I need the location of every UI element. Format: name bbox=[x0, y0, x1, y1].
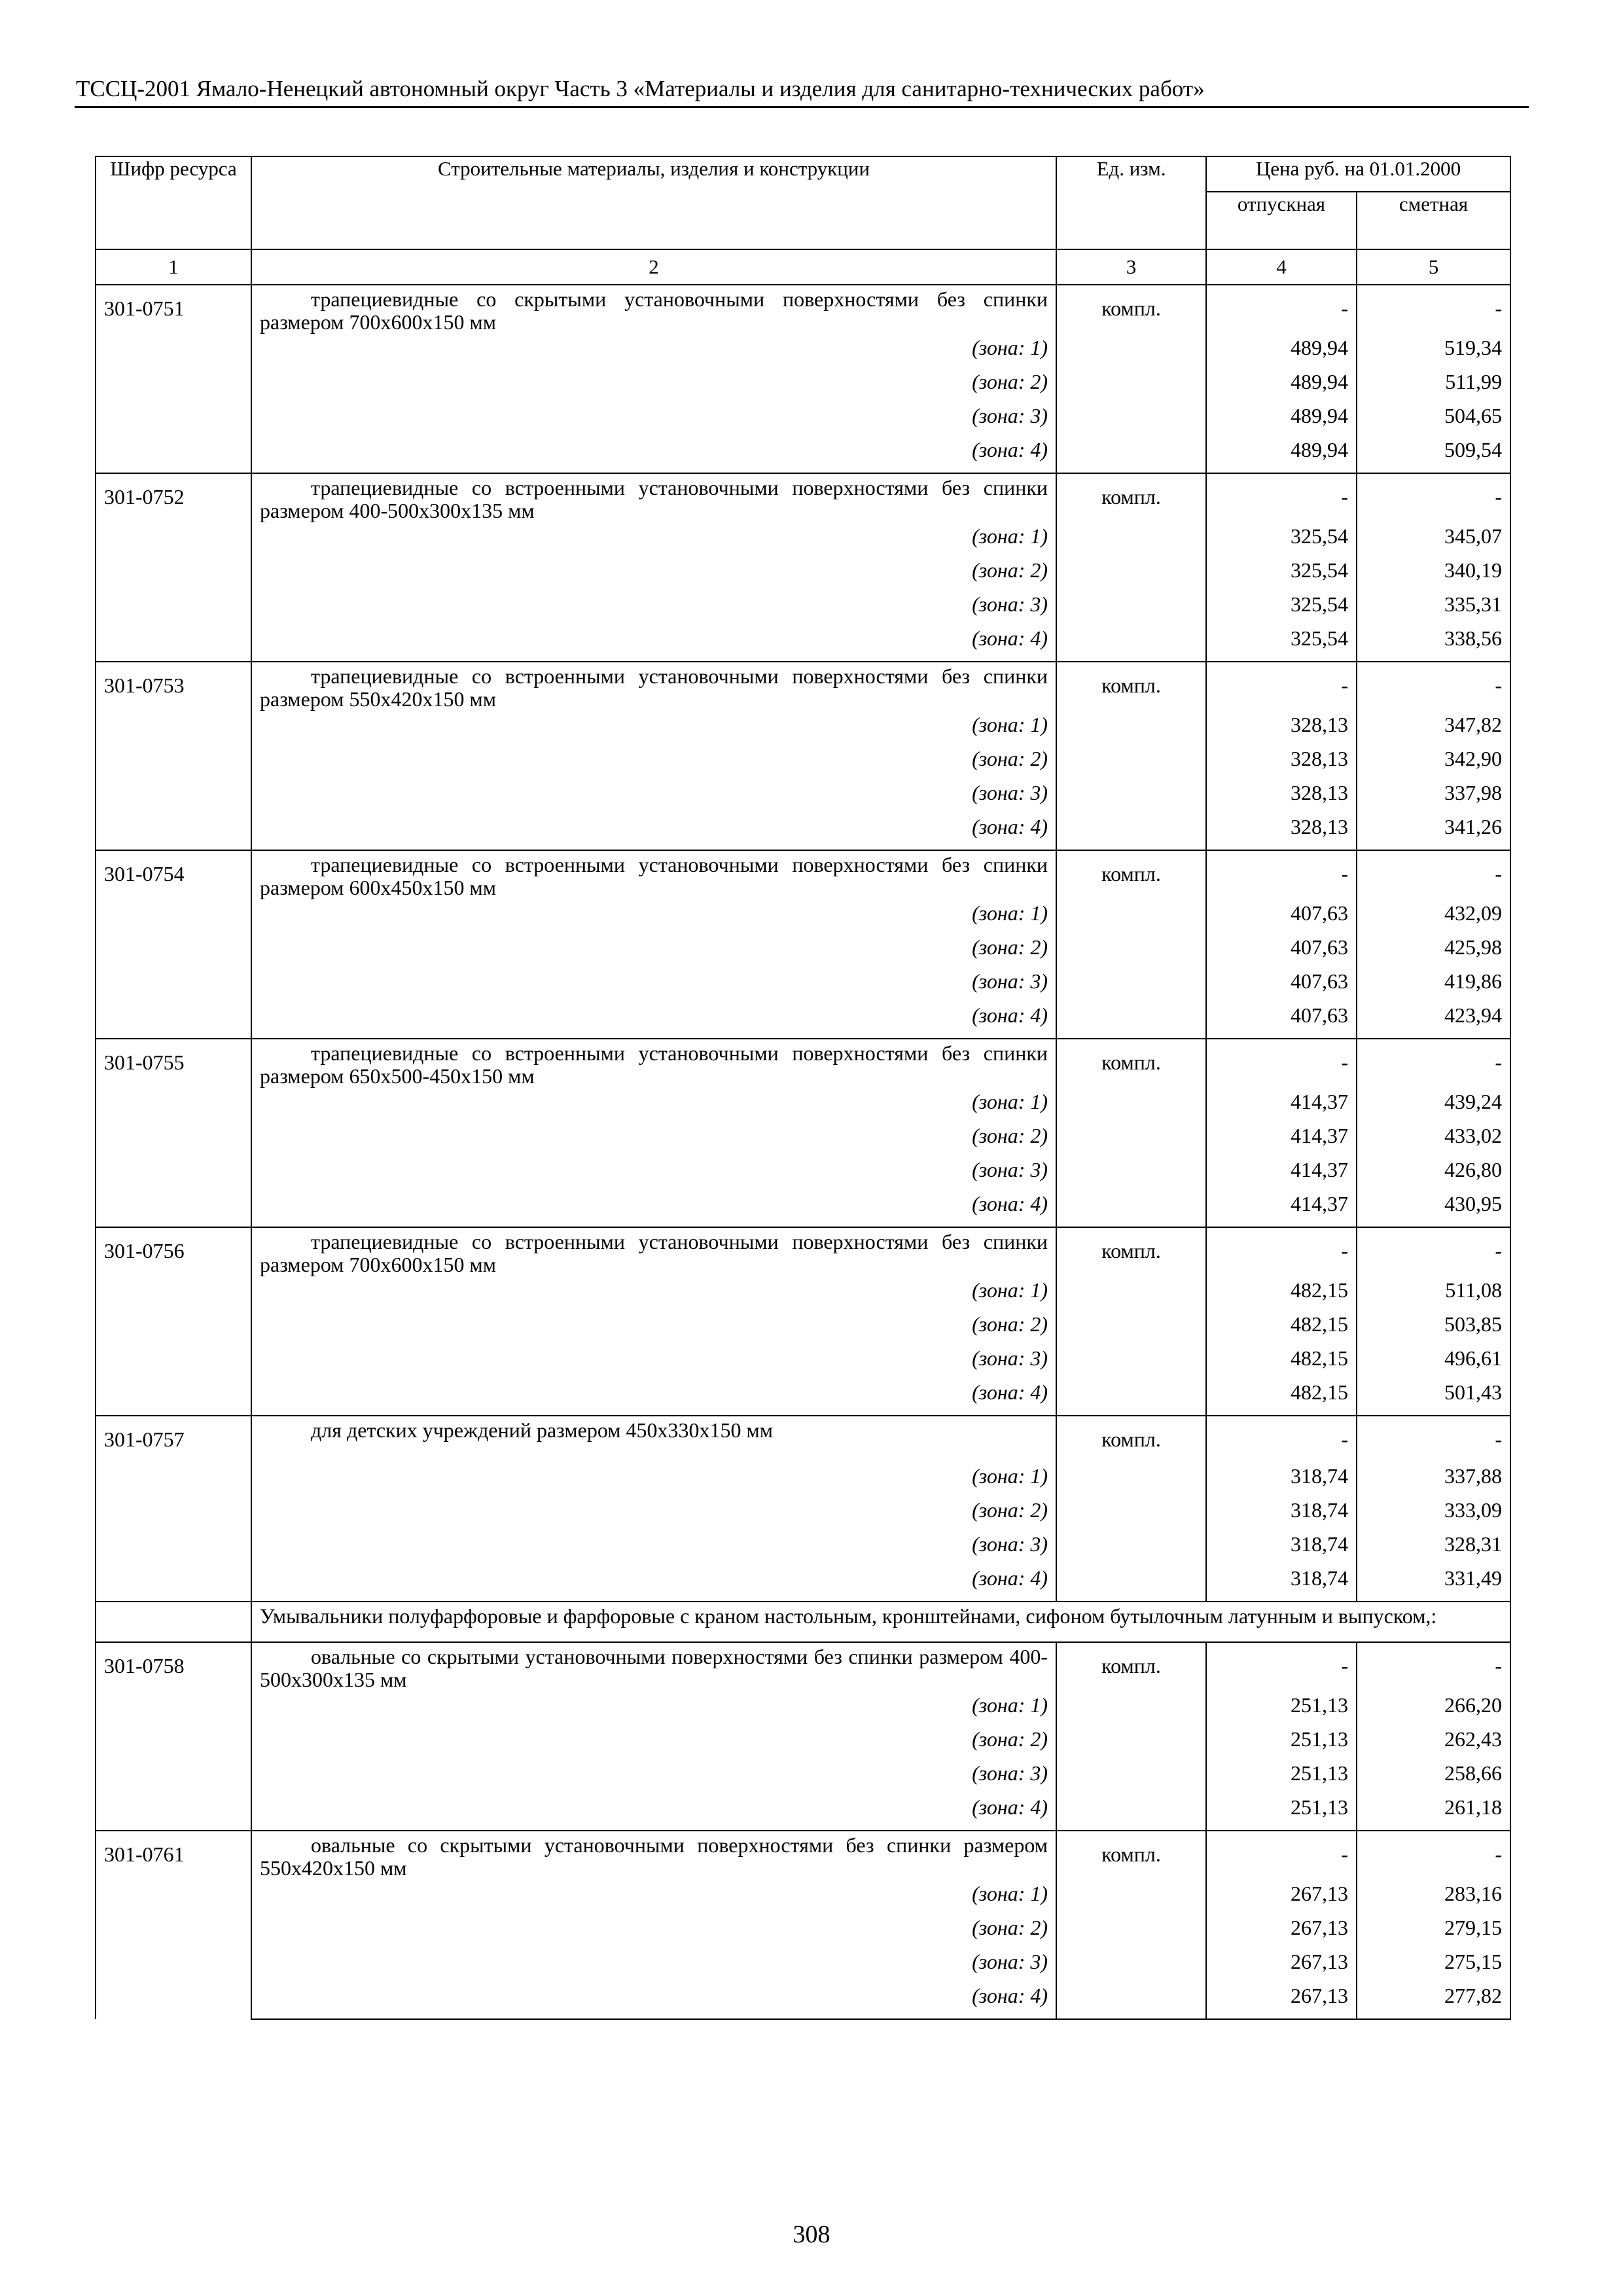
table-head bbox=[96, 156, 1510, 285]
table-row bbox=[96, 1090, 1510, 1124]
unit-cell: компл. bbox=[1056, 285, 1206, 336]
item-description: трапециевидные со встроенными установочными поверхностями без спинки размером 650x500-450x150 мм bbox=[251, 1039, 1056, 1090]
estimate-price: - bbox=[1357, 1227, 1510, 1279]
release-price: 328,13 bbox=[1206, 747, 1357, 781]
estimate-price: 337,88 bbox=[1357, 1465, 1510, 1499]
table-row bbox=[96, 1158, 1510, 1193]
zone-label: (зона: 1) bbox=[251, 1279, 1056, 1313]
table-row bbox=[96, 1694, 1510, 1728]
unit-cell bbox=[1056, 1279, 1206, 1313]
col-code-header: Шифр ресурса bbox=[96, 156, 251, 249]
table-row bbox=[96, 1762, 1510, 1796]
table-row bbox=[96, 404, 1510, 439]
unit-cell bbox=[1056, 902, 1206, 936]
unit-cell bbox=[1056, 781, 1206, 816]
table-row bbox=[96, 1124, 1510, 1158]
unit-cell bbox=[1056, 559, 1206, 593]
estimate-price: 425,98 bbox=[1357, 936, 1510, 970]
table-row bbox=[96, 1728, 1510, 1762]
section-row bbox=[96, 1602, 1510, 1642]
release-price: 407,63 bbox=[1206, 936, 1357, 970]
zone-label: (зона: 2) bbox=[251, 1313, 1056, 1347]
table-row bbox=[96, 713, 1510, 747]
estimate-price: 283,16 bbox=[1357, 1882, 1510, 1916]
estimate-price: 275,15 bbox=[1357, 1950, 1510, 1984]
release-price: 325,54 bbox=[1206, 593, 1357, 627]
table-row bbox=[96, 1916, 1510, 1950]
table-row bbox=[96, 593, 1510, 627]
item-description: трапециевидные со скрытыми установочными поверхностями без спинки размером 700x600x150 мм bbox=[251, 285, 1056, 336]
table-row bbox=[96, 525, 1510, 559]
estimate-price: - bbox=[1357, 1039, 1510, 1090]
table-row bbox=[96, 1950, 1510, 1984]
table-row bbox=[96, 1193, 1510, 1227]
zone-label: (зона: 1) bbox=[251, 336, 1056, 370]
zone-label: (зона: 4) bbox=[251, 1004, 1056, 1039]
zone-label: (зона: 3) bbox=[251, 781, 1056, 816]
table-row bbox=[96, 370, 1510, 404]
unit-cell bbox=[1056, 525, 1206, 559]
unit-cell bbox=[1056, 1533, 1206, 1567]
release-price: 325,54 bbox=[1206, 627, 1357, 662]
estimate-price: 335,31 bbox=[1357, 593, 1510, 627]
release-price: 325,54 bbox=[1206, 525, 1357, 559]
unit-cell: компл. bbox=[1056, 662, 1206, 713]
unit-cell bbox=[1056, 1465, 1206, 1499]
section-heading: Умывальники полуфарфоровые и фарфоровые с краном настольным, кронштейнами, сифоном бутылочным латунным и выпуском,: bbox=[251, 1602, 1510, 1642]
release-price: 407,63 bbox=[1206, 970, 1357, 1004]
release-price: 414,37 bbox=[1206, 1158, 1357, 1193]
unit-cell: компл. bbox=[1056, 1642, 1206, 1694]
table-row bbox=[96, 902, 1510, 936]
unit-cell bbox=[1056, 336, 1206, 370]
document-header: ТССЦ-2001 Ямало-Ненецкий автономный округ Часть 3 «Материалы и изделия для санитарно-технических работ» bbox=[76, 76, 1205, 101]
zone-label: (зона: 3) bbox=[251, 1533, 1056, 1567]
estimate-price: - bbox=[1357, 1416, 1510, 1465]
estimate-price: 277,82 bbox=[1357, 1984, 1510, 2019]
table-row bbox=[96, 936, 1510, 970]
estimate-price: 261,18 bbox=[1357, 1796, 1510, 1831]
release-price: - bbox=[1206, 473, 1357, 525]
zone-label: (зона: 4) bbox=[251, 816, 1056, 850]
release-price: 407,63 bbox=[1206, 1004, 1357, 1039]
zone-label: (зона: 3) bbox=[251, 970, 1056, 1004]
unit-cell bbox=[1056, 936, 1206, 970]
zone-label: (зона: 3) bbox=[251, 1347, 1056, 1381]
estimate-price: - bbox=[1357, 850, 1510, 902]
item-description: трапециевидные со встроенными установочными поверхностями без спинки размером 400-500x300x135 мм bbox=[251, 473, 1056, 525]
release-price: 482,15 bbox=[1206, 1313, 1357, 1347]
resource-code: 301-0761 bbox=[96, 1831, 251, 2019]
zone-label: (зона: 1) bbox=[251, 1090, 1056, 1124]
col-release-header: отпускная bbox=[1206, 192, 1357, 249]
zone-label: (зона: 2) bbox=[251, 936, 1056, 970]
table-row bbox=[96, 1533, 1510, 1567]
release-price: 414,37 bbox=[1206, 1124, 1357, 1158]
estimate-price: 262,43 bbox=[1357, 1728, 1510, 1762]
zone-label: (зона: 4) bbox=[251, 1193, 1056, 1227]
table-row bbox=[96, 1227, 1510, 1279]
release-price: 489,94 bbox=[1206, 439, 1357, 473]
unit-cell bbox=[1056, 1950, 1206, 1984]
estimate-price: 430,95 bbox=[1357, 1193, 1510, 1227]
unit-cell bbox=[1056, 1124, 1206, 1158]
table-row bbox=[96, 970, 1510, 1004]
unit-cell bbox=[1056, 439, 1206, 473]
unit-cell bbox=[1056, 816, 1206, 850]
header-divider bbox=[75, 106, 1529, 108]
zone-label: (зона: 3) bbox=[251, 1950, 1056, 1984]
table-row bbox=[96, 1313, 1510, 1347]
release-price: - bbox=[1206, 1831, 1357, 1882]
resource-code: 301-0756 bbox=[96, 1227, 251, 1416]
estimate-price: - bbox=[1357, 662, 1510, 713]
unit-cell bbox=[1056, 593, 1206, 627]
release-price: 328,13 bbox=[1206, 713, 1357, 747]
estimate-price: 333,09 bbox=[1357, 1499, 1510, 1533]
table-row bbox=[96, 1465, 1510, 1499]
table-row bbox=[96, 627, 1510, 662]
estimate-price: 501,43 bbox=[1357, 1381, 1510, 1416]
estimate-price: - bbox=[1357, 1642, 1510, 1694]
release-price: 267,13 bbox=[1206, 1882, 1357, 1916]
estimate-price: 439,24 bbox=[1357, 1090, 1510, 1124]
unit-cell bbox=[1056, 1499, 1206, 1533]
zone-label: (зона: 3) bbox=[251, 1158, 1056, 1193]
estimate-price: 331,49 bbox=[1357, 1567, 1510, 1602]
unit-cell bbox=[1056, 404, 1206, 439]
estimate-price: 337,98 bbox=[1357, 781, 1510, 816]
release-price: 267,13 bbox=[1206, 1950, 1357, 1984]
zone-label: (зона: 1) bbox=[251, 1694, 1056, 1728]
unit-cell bbox=[1056, 970, 1206, 1004]
estimate-price: 519,34 bbox=[1357, 336, 1510, 370]
table-row bbox=[96, 559, 1510, 593]
unit-cell: компл. bbox=[1056, 850, 1206, 902]
release-price: 267,13 bbox=[1206, 1916, 1357, 1950]
estimate-price: 266,20 bbox=[1357, 1694, 1510, 1728]
release-price: - bbox=[1206, 285, 1357, 336]
zone-label: (зона: 3) bbox=[251, 1762, 1056, 1796]
zone-label: (зона: 1) bbox=[251, 525, 1056, 559]
unit-cell bbox=[1056, 747, 1206, 781]
zone-label: (зона: 3) bbox=[251, 593, 1056, 627]
release-price: 489,94 bbox=[1206, 404, 1357, 439]
release-price: 251,13 bbox=[1206, 1694, 1357, 1728]
table-row bbox=[96, 1004, 1510, 1039]
release-price: 251,13 bbox=[1206, 1762, 1357, 1796]
release-price: - bbox=[1206, 850, 1357, 902]
resource-code: 301-0758 bbox=[96, 1642, 251, 1831]
release-price: 318,74 bbox=[1206, 1567, 1357, 1602]
table-row bbox=[96, 816, 1510, 850]
unit-cell bbox=[1056, 1882, 1206, 1916]
unit-cell bbox=[1056, 1090, 1206, 1124]
estimate-price: 258,66 bbox=[1357, 1762, 1510, 1796]
table-row bbox=[96, 1499, 1510, 1533]
resource-code: 301-0751 bbox=[96, 285, 251, 473]
release-price: - bbox=[1206, 1416, 1357, 1465]
estimate-price: 347,82 bbox=[1357, 713, 1510, 747]
table-row bbox=[96, 662, 1510, 713]
item-description: для детских учреждений размером 450x330x150 мм bbox=[251, 1416, 1056, 1465]
unit-cell: компл. bbox=[1056, 1227, 1206, 1279]
estimate-price: 433,02 bbox=[1357, 1124, 1510, 1158]
unit-cell bbox=[1056, 370, 1206, 404]
item-description: овальные со скрытыми установочными поверхностями без спинки размером 400-500x300x135 мм bbox=[251, 1642, 1056, 1694]
estimate-price: 509,54 bbox=[1357, 439, 1510, 473]
release-price: - bbox=[1206, 662, 1357, 713]
release-price: - bbox=[1206, 1227, 1357, 1279]
price-table bbox=[95, 156, 1511, 2020]
unit-cell bbox=[1056, 627, 1206, 662]
estimate-price: 419,86 bbox=[1357, 970, 1510, 1004]
estimate-price: 340,19 bbox=[1357, 559, 1510, 593]
estimate-price: 511,08 bbox=[1357, 1279, 1510, 1313]
release-price: 318,74 bbox=[1206, 1499, 1357, 1533]
estimate-price: 503,85 bbox=[1357, 1313, 1510, 1347]
col-number-2: 2 bbox=[251, 249, 1056, 285]
table-row bbox=[96, 1039, 1510, 1090]
zone-label: (зона: 4) bbox=[251, 1381, 1056, 1416]
col-materials-header: Строительные материалы, изделия и конструкции bbox=[251, 156, 1056, 249]
table-row bbox=[96, 850, 1510, 902]
zone-label: (зона: 4) bbox=[251, 1567, 1056, 1602]
zone-label: (зона: 4) bbox=[251, 1984, 1056, 2019]
item-description: трапециевидные со встроенными установочными поверхностями без спинки размером 700x600x150 мм bbox=[251, 1227, 1056, 1279]
zone-label: (зона: 1) bbox=[251, 902, 1056, 936]
resource-code: 301-0755 bbox=[96, 1039, 251, 1227]
estimate-price: - bbox=[1357, 473, 1510, 525]
release-price: 251,13 bbox=[1206, 1728, 1357, 1762]
estimate-price: 328,31 bbox=[1357, 1533, 1510, 1567]
estimate-price: 423,94 bbox=[1357, 1004, 1510, 1039]
unit-cell bbox=[1056, 1916, 1206, 1950]
table-row bbox=[96, 1882, 1510, 1916]
release-price: 251,13 bbox=[1206, 1796, 1357, 1831]
release-price: 414,37 bbox=[1206, 1193, 1357, 1227]
unit-cell bbox=[1056, 1313, 1206, 1347]
page-number: 308 bbox=[793, 2221, 830, 2248]
table-row bbox=[96, 781, 1510, 816]
zone-label: (зона: 3) bbox=[251, 404, 1056, 439]
table-row bbox=[96, 1381, 1510, 1416]
unit-cell bbox=[1056, 1984, 1206, 2019]
unit-cell bbox=[1056, 1728, 1206, 1762]
estimate-price: 432,09 bbox=[1357, 902, 1510, 936]
release-price: - bbox=[1206, 1039, 1357, 1090]
section-code-empty bbox=[96, 1602, 251, 1642]
resource-code: 301-0752 bbox=[96, 473, 251, 662]
release-price: - bbox=[1206, 1642, 1357, 1694]
table-body bbox=[96, 285, 1510, 2019]
zone-label: (зона: 4) bbox=[251, 1796, 1056, 1831]
table-row bbox=[96, 285, 1510, 336]
unit-cell bbox=[1056, 1796, 1206, 1831]
unit-cell bbox=[1056, 1567, 1206, 1602]
release-price: 407,63 bbox=[1206, 902, 1357, 936]
estimate-price: 338,56 bbox=[1357, 627, 1510, 662]
resource-code: 301-0757 bbox=[96, 1416, 251, 1602]
zone-label: (зона: 1) bbox=[251, 1465, 1056, 1499]
release-price: 267,13 bbox=[1206, 1984, 1357, 2019]
zone-label: (зона: 2) bbox=[251, 559, 1056, 593]
estimate-price: 341,26 bbox=[1357, 816, 1510, 850]
unit-cell bbox=[1056, 1347, 1206, 1381]
table-row bbox=[96, 1831, 1510, 1882]
unit-cell bbox=[1056, 1158, 1206, 1193]
item-description: овальные со скрытыми установочными поверхностями без спинки размером 550x420x150 мм bbox=[251, 1831, 1056, 1882]
unit-cell: компл. bbox=[1056, 1831, 1206, 1882]
release-price: 414,37 bbox=[1206, 1090, 1357, 1124]
release-price: 489,94 bbox=[1206, 336, 1357, 370]
col-number-4: 4 bbox=[1206, 249, 1357, 285]
table-row bbox=[96, 473, 1510, 525]
estimate-price: 496,61 bbox=[1357, 1347, 1510, 1381]
release-price: 318,74 bbox=[1206, 1465, 1357, 1499]
col-number-5: 5 bbox=[1357, 249, 1510, 285]
unit-cell bbox=[1056, 1762, 1206, 1796]
release-price: 328,13 bbox=[1206, 816, 1357, 850]
zone-label: (зона: 2) bbox=[251, 1916, 1056, 1950]
item-description: трапециевидные со встроенными установочными поверхностями без спинки размером 550x420x150 мм bbox=[251, 662, 1056, 713]
zone-label: (зона: 2) bbox=[251, 370, 1056, 404]
estimate-price: 345,07 bbox=[1357, 525, 1510, 559]
release-price: 482,15 bbox=[1206, 1279, 1357, 1313]
zone-label: (зона: 1) bbox=[251, 1882, 1056, 1916]
estimate-price: 342,90 bbox=[1357, 747, 1510, 781]
col-price-header: Цена руб. на 01.01.2000 bbox=[1206, 156, 1510, 192]
zone-label: (зона: 1) bbox=[251, 713, 1056, 747]
table-row bbox=[96, 439, 1510, 473]
release-price: 318,74 bbox=[1206, 1533, 1357, 1567]
unit-cell: компл. bbox=[1056, 1039, 1206, 1090]
table-row bbox=[96, 1642, 1510, 1694]
unit-cell bbox=[1056, 1193, 1206, 1227]
estimate-price: 511,99 bbox=[1357, 370, 1510, 404]
estimate-price: 279,15 bbox=[1357, 1916, 1510, 1950]
zone-label: (зона: 2) bbox=[251, 1499, 1056, 1533]
col-estimate-header: сметная bbox=[1357, 192, 1510, 249]
unit-cell bbox=[1056, 713, 1206, 747]
release-price: 482,15 bbox=[1206, 1347, 1357, 1381]
unit-cell: компл. bbox=[1056, 1416, 1206, 1465]
zone-label: (зона: 4) bbox=[251, 439, 1056, 473]
table-row bbox=[96, 1279, 1510, 1313]
release-price: 482,15 bbox=[1206, 1381, 1357, 1416]
table-row bbox=[96, 747, 1510, 781]
unit-cell: компл. bbox=[1056, 473, 1206, 525]
zone-label: (зона: 4) bbox=[251, 627, 1056, 662]
estimate-price: - bbox=[1357, 1831, 1510, 1882]
col-unit-header: Ед. изм. bbox=[1056, 156, 1206, 249]
table-row bbox=[96, 1567, 1510, 1602]
release-price: 489,94 bbox=[1206, 370, 1357, 404]
zone-label: (зона: 2) bbox=[251, 747, 1056, 781]
table-row bbox=[96, 1347, 1510, 1381]
resource-code: 301-0753 bbox=[96, 662, 251, 850]
zone-label: (зона: 2) bbox=[251, 1728, 1056, 1762]
unit-cell bbox=[1056, 1004, 1206, 1039]
table-row bbox=[96, 1796, 1510, 1831]
unit-cell bbox=[1056, 1694, 1206, 1728]
col-number-3: 3 bbox=[1056, 249, 1206, 285]
col-number-1: 1 bbox=[96, 249, 251, 285]
estimate-price: - bbox=[1357, 285, 1510, 336]
resource-code: 301-0754 bbox=[96, 850, 251, 1039]
table-row bbox=[96, 1984, 1510, 2019]
estimate-price: 504,65 bbox=[1357, 404, 1510, 439]
estimate-price: 426,80 bbox=[1357, 1158, 1510, 1193]
release-price: 325,54 bbox=[1206, 559, 1357, 593]
table-row bbox=[96, 1416, 1510, 1465]
release-price: 328,13 bbox=[1206, 781, 1357, 816]
item-description: трапециевидные со встроенными установочными поверхностями без спинки размером 600x450x150 мм bbox=[251, 850, 1056, 902]
zone-label: (зона: 2) bbox=[251, 1124, 1056, 1158]
table-row bbox=[96, 336, 1510, 370]
unit-cell bbox=[1056, 1381, 1206, 1416]
